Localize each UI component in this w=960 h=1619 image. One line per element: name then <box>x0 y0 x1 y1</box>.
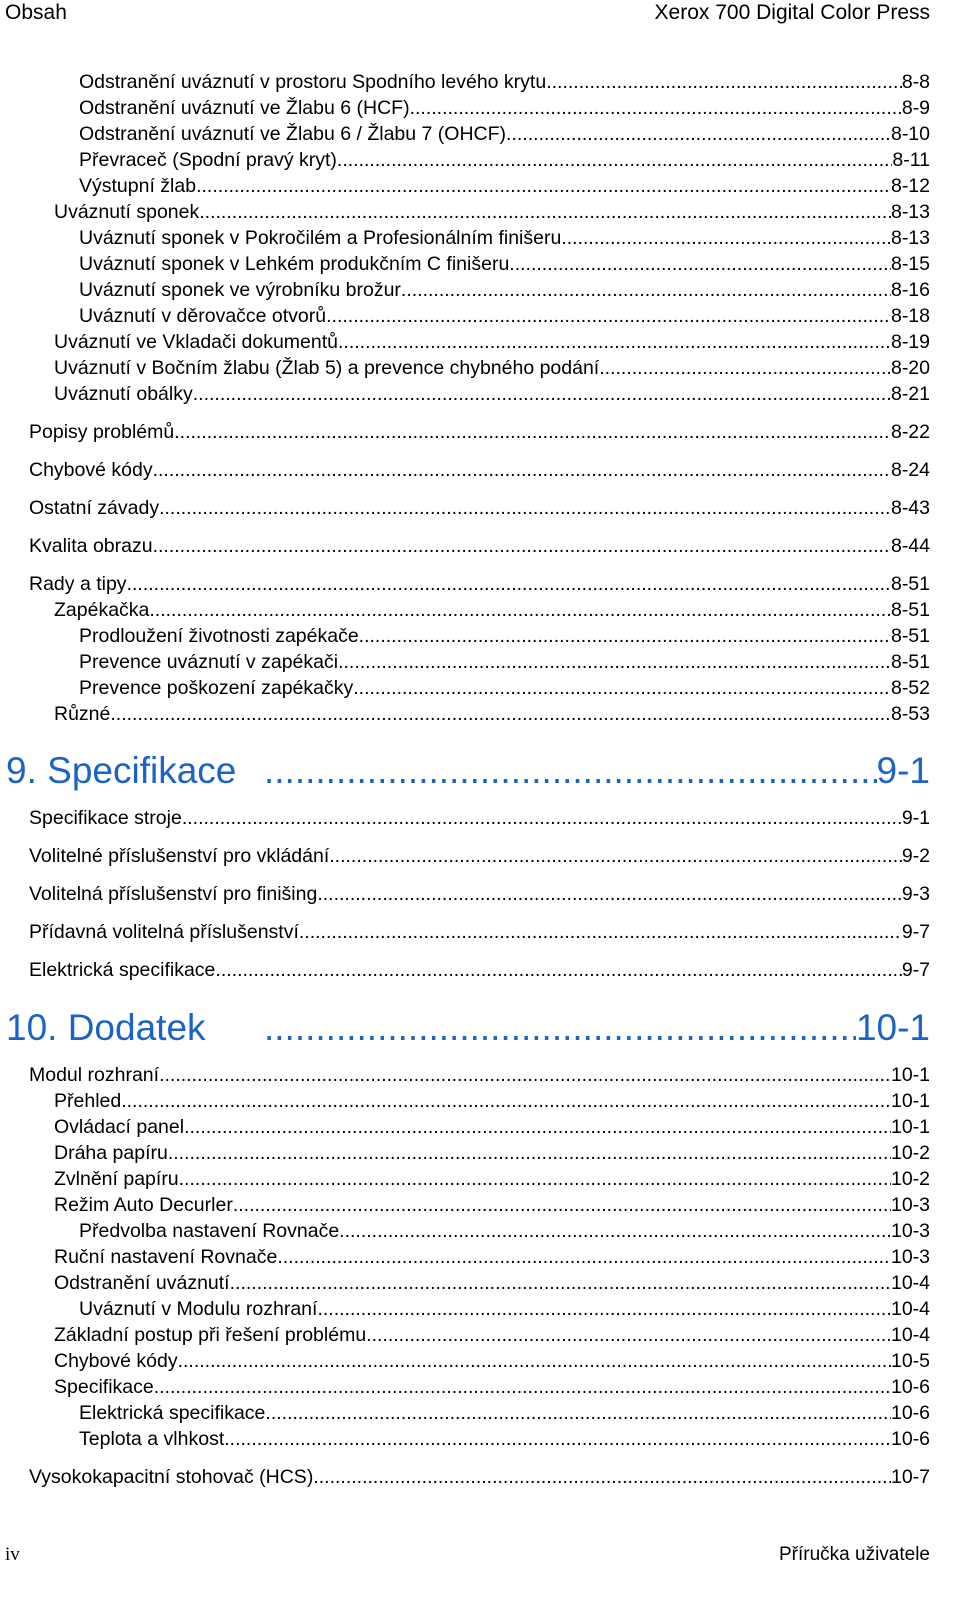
toc-entry[interactable] <box>79 174 930 198</box>
toc-dot-leader <box>265 1401 891 1425</box>
toc-page-number: 9-7 <box>901 959 930 981</box>
toc-page-number: 10-1 <box>890 1116 930 1138</box>
toc-entry-title: Základní postup při řešení problému <box>54 1324 367 1346</box>
toc-dot-leader <box>127 572 891 596</box>
toc-page-number: 8-43 <box>890 497 930 519</box>
toc-entry-title: Uváznutí sponek <box>54 201 200 223</box>
footer-page-number: iv <box>5 1544 20 1565</box>
toc-entry[interactable] <box>54 598 930 622</box>
toc-page-number: 10-4 <box>890 1272 930 1294</box>
toc-entry[interactable] <box>54 1115 930 1139</box>
toc-page-number: 8-8 <box>901 71 930 93</box>
toc-page-number: 8-12 <box>890 175 930 197</box>
toc-entry[interactable] <box>54 1323 930 1347</box>
toc-dot-leader <box>230 1271 891 1295</box>
toc-dot-leader <box>546 70 902 94</box>
toc-page-number: 8-51 <box>890 599 930 621</box>
toc-dot-leader <box>215 958 901 982</box>
toc-page-number: 10-6 <box>890 1376 930 1398</box>
toc-entry[interactable] <box>79 226 930 250</box>
toc-dot-leader <box>153 458 891 482</box>
toc-dot-leader <box>178 1349 891 1373</box>
toc-dot-leader <box>168 1141 891 1165</box>
toc-page-number: 10-1 <box>855 1007 930 1048</box>
toc-entry[interactable] <box>29 534 930 558</box>
toc-page-number: 8-22 <box>890 421 930 443</box>
toc-entry[interactable] <box>79 122 930 146</box>
toc-entry-title: Režim Auto Decurler <box>54 1194 233 1216</box>
toc-page-number: 8-21 <box>890 383 930 405</box>
toc-dot-leader <box>149 598 891 622</box>
toc-entry-title: Uváznutí v děrovačce otvorů <box>79 305 327 327</box>
toc-entry[interactable] <box>79 1401 930 1425</box>
toc-page-number: 9-1 <box>901 807 930 829</box>
toc-page-number: 8-13 <box>890 201 930 223</box>
toc-page-number: 8-10 <box>890 123 930 145</box>
toc-entry[interactable] <box>54 1375 930 1399</box>
toc-page-number: 8-24 <box>890 459 930 481</box>
toc-dot-leader <box>182 806 902 830</box>
toc-dot-leader <box>359 624 891 648</box>
toc-page-number: 10-4 <box>890 1298 930 1320</box>
toc-entry-title: Výstupní žlab <box>79 175 197 197</box>
toc-entry-title: Odstranění uváznutí <box>54 1272 230 1294</box>
toc-page-number: 8-52 <box>890 677 930 699</box>
toc-entry[interactable] <box>29 420 930 444</box>
toc-page-number: 10-2 <box>890 1168 930 1190</box>
toc-page-number: 10-6 <box>890 1428 930 1450</box>
toc-entry-title: Prevence uváznutí v zapékači <box>79 651 339 673</box>
toc-entry-title: Uváznutí obálky <box>54 383 193 405</box>
toc-page-number: 8-44 <box>890 535 930 557</box>
toc-entry[interactable] <box>54 200 930 224</box>
toc-page-number: 10-3 <box>890 1194 930 1216</box>
toc-dot-leader <box>329 844 902 868</box>
toc-dot-leader <box>410 96 902 120</box>
toc-entry-title: Elektrická specifikace <box>79 1402 266 1424</box>
toc-dot-leader <box>326 304 891 328</box>
toc-dot-leader <box>299 920 902 944</box>
toc-entry-title: Ruční nastavení Rovnače <box>54 1246 278 1268</box>
toc-dot-leader <box>153 534 891 558</box>
toc-entry[interactable] <box>29 572 930 596</box>
toc-chapter-entry[interactable] <box>6 749 930 793</box>
toc-page-number: 10-1 <box>890 1064 930 1086</box>
toc-entry[interactable] <box>79 148 930 172</box>
toc-entry[interactable] <box>79 1427 930 1451</box>
toc-entry-title: 10. Dodatek <box>6 1007 206 1048</box>
toc-entry[interactable] <box>29 844 930 868</box>
toc-page-number: 8-51 <box>890 573 930 595</box>
toc-dot-leader <box>401 278 891 302</box>
toc-dot-leader <box>159 1063 891 1087</box>
toc-entry-title: Chybové kódy <box>54 1350 178 1372</box>
toc-entry-title: Modul rozhraní <box>29 1064 160 1086</box>
toc-entry-title: Uváznutí v Modulu rozhraní <box>79 1298 318 1320</box>
toc-dot-leader <box>338 650 891 674</box>
toc-entry[interactable] <box>79 1219 930 1243</box>
toc-entry-title: Přídavná volitelná příslušenství <box>29 921 299 943</box>
toc-entry-title: Kvalita obrazu <box>29 535 153 557</box>
toc-page-number: 8-15 <box>890 253 930 275</box>
toc-page-number: 9-2 <box>901 845 930 867</box>
toc-entry-title: Zapékačka <box>54 599 150 621</box>
toc-entry[interactable] <box>79 96 930 120</box>
toc-page-number: 10-2 <box>890 1142 930 1164</box>
toc-dot-leader <box>224 1427 891 1451</box>
toc-entry[interactable] <box>54 1193 930 1217</box>
toc-page-number: 10-6 <box>890 1402 930 1424</box>
header-section-title: Obsah <box>5 1 67 24</box>
toc-dot-leader <box>339 1219 891 1243</box>
header-product-name: Xerox 700 Digital Color Press <box>654 1 930 24</box>
toc-page-number: 9-7 <box>901 921 930 943</box>
toc-entry[interactable] <box>79 278 930 302</box>
toc-entry[interactable] <box>79 304 930 328</box>
toc-entry[interactable] <box>54 1167 930 1191</box>
toc-entry[interactable] <box>29 882 930 906</box>
toc-page-number: 8-51 <box>890 651 930 673</box>
toc-page-number: 8-16 <box>890 279 930 301</box>
toc-entry-title: Volitelné příslušenství pro vkládání <box>29 845 330 867</box>
toc-entry[interactable] <box>79 1297 930 1321</box>
toc-entry[interactable] <box>79 70 930 94</box>
toc-entry[interactable] <box>29 806 930 830</box>
toc-page-number: 8-53 <box>890 703 930 725</box>
toc-entry[interactable] <box>54 1245 930 1269</box>
toc-entry-title: 9. Specifikace <box>6 750 237 791</box>
toc-dot-leader <box>317 1297 891 1321</box>
toc-dot-leader <box>366 1323 891 1347</box>
toc-dot-leader <box>233 1193 891 1217</box>
toc-entry-title: Prodloužení životnosti zapékače <box>79 625 359 647</box>
toc-entry-title: Různé <box>54 703 111 725</box>
toc-entry-title: Odstranění uváznutí v prostoru Spodního levého krytu <box>79 71 547 93</box>
toc-entry-title: Popisy problémů <box>29 421 175 443</box>
toc-page-number: 10-1 <box>890 1090 930 1112</box>
toc-entry[interactable] <box>79 252 930 276</box>
toc-page-number: 8-11 <box>892 149 930 171</box>
toc-entry[interactable] <box>29 496 930 520</box>
toc-dot-leader <box>338 330 891 354</box>
toc-entry[interactable] <box>54 1141 930 1165</box>
toc-entry-title: Prevence poškození zapékačky <box>79 677 354 699</box>
toc-dot-leader <box>174 420 891 444</box>
toc-entry[interactable] <box>29 458 930 482</box>
toc-entry-title: Uváznutí sponek v Lehkém produkčním C finišeru <box>79 253 510 275</box>
toc-dot-leader <box>337 148 892 172</box>
toc-page-number: 8-51 <box>890 625 930 647</box>
toc-entry-title: Specifikace <box>54 1376 154 1398</box>
toc-dot-leader <box>506 122 891 146</box>
toc-entry-title: Rady a tipy <box>29 573 127 595</box>
toc-dot-leader <box>199 200 891 224</box>
toc-dot-leader <box>313 1465 891 1489</box>
toc-entry[interactable] <box>54 356 930 380</box>
toc-entry[interactable] <box>54 1089 930 1113</box>
toc-entry[interactable] <box>54 330 930 354</box>
toc-entry-title: Uváznutí v Bočním žlabu (Žlab 5) a prevence chybného podání <box>54 357 600 379</box>
toc-page-number: 8-19 <box>890 331 930 353</box>
toc-entry[interactable] <box>29 1063 930 1087</box>
toc-page-number: 8-9 <box>901 97 930 119</box>
toc-entry[interactable] <box>79 650 930 674</box>
toc-entry-title: Volitelná příslušenství pro finišing <box>29 883 318 905</box>
toc-dot-leader <box>599 356 891 380</box>
toc-entry-title: Ostatní závady <box>29 497 160 519</box>
toc-entry-title: Uváznutí sponek v Pokročilém a Profesionálním finišeru <box>79 227 562 249</box>
toc-chapter-entry[interactable] <box>6 1006 930 1050</box>
toc-entry[interactable] <box>54 1349 930 1373</box>
toc-page-number: 10-4 <box>890 1324 930 1346</box>
toc-entry-title: Vysokokapacitní stohovač (HCS) <box>29 1466 314 1488</box>
toc-entry-title: Uváznutí ve Vkladači dokumentů <box>54 331 338 353</box>
toc-entry-title: Zvlnění papíru <box>54 1168 179 1190</box>
toc-entry[interactable] <box>29 1465 930 1489</box>
toc-entry[interactable] <box>54 702 930 726</box>
toc-dot-leader <box>509 252 891 276</box>
toc-dot-leader <box>159 496 891 520</box>
toc-dot-leader <box>193 382 891 406</box>
toc-entry-title: Převraceč (Spodní pravý kryt) <box>79 149 337 171</box>
toc-entry[interactable] <box>79 624 930 648</box>
toc-entry-title: Odstranění uváznutí ve Žlabu 6 / Žlabu 7 (OHCF) <box>79 123 507 145</box>
toc-dot-leader <box>264 749 877 793</box>
toc-entry-title: Předvolba nastavení Rovnače <box>79 1220 340 1242</box>
toc-dot-leader <box>196 174 891 198</box>
toc-dot-leader <box>154 1375 891 1399</box>
toc-entry[interactable] <box>29 958 930 982</box>
toc-page-number: 9-3 <box>901 883 930 905</box>
toc-entry-title: Teplota a vlhkost <box>79 1428 225 1450</box>
toc-entry-title: Odstranění uváznutí ve Žlabu 6 (HCF) <box>79 97 410 119</box>
toc-dot-leader <box>317 882 901 906</box>
footer-guide-title: Příručka uživatele <box>778 1544 930 1565</box>
toc-page-number: 10-5 <box>890 1350 930 1372</box>
toc-entry-title: Přehled <box>54 1090 122 1112</box>
toc-page-number: 10-7 <box>890 1466 930 1488</box>
toc-entry-title: Dráha papíru <box>54 1142 168 1164</box>
toc-dot-leader <box>264 1006 856 1050</box>
toc-entry-title: Specifikace stroje <box>29 807 182 829</box>
toc-dot-leader <box>121 1089 891 1113</box>
toc-page-number: 9-1 <box>876 750 930 791</box>
toc-entry[interactable] <box>54 1271 930 1295</box>
toc-entry[interactable] <box>54 382 930 406</box>
toc-dot-leader <box>179 1167 891 1191</box>
toc-entry[interactable] <box>29 920 930 944</box>
toc-page-number: 8-20 <box>890 357 930 379</box>
toc-entry-title: Uváznutí sponek ve výrobníku brožur <box>79 279 401 301</box>
toc-page-number: 10-3 <box>890 1246 930 1268</box>
toc-page-number: 8-18 <box>890 305 930 327</box>
toc-dot-leader <box>110 702 891 726</box>
toc-entry-title: Elektrická specifikace <box>29 959 216 981</box>
toc-dot-leader <box>184 1115 891 1139</box>
toc-page-number: 8-13 <box>890 227 930 249</box>
toc-entry[interactable] <box>79 676 930 700</box>
toc-page-number: 10-3 <box>890 1220 930 1242</box>
toc-dot-leader <box>561 226 891 250</box>
toc-entry-title: Ovládací panel <box>54 1116 185 1138</box>
toc-dot-leader <box>277 1245 891 1269</box>
toc-entry-title: Chybové kódy <box>29 459 153 481</box>
toc-dot-leader <box>353 676 891 700</box>
